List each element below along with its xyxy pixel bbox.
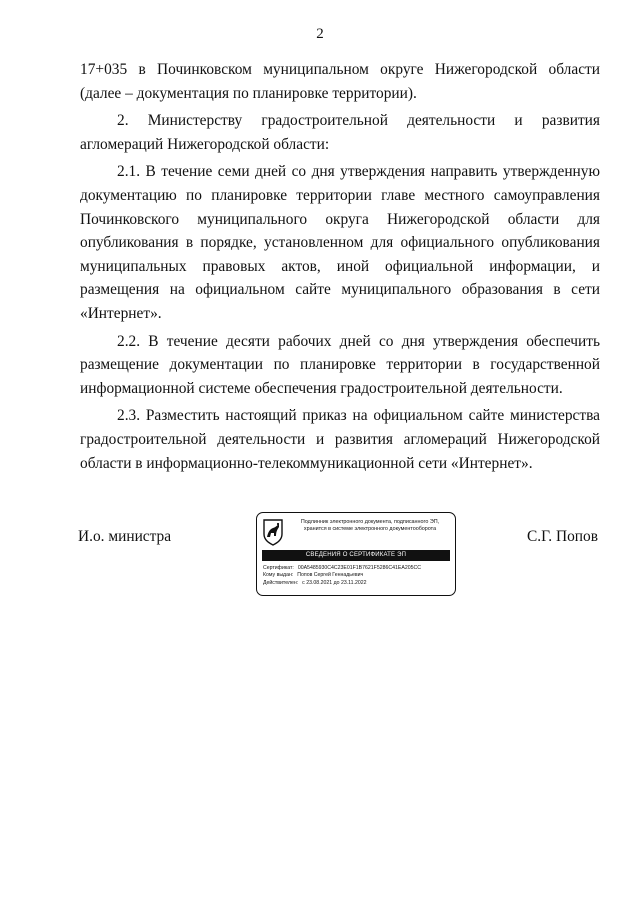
validity-value: с 23.08.2021 до 23.11.2022 [302, 579, 367, 586]
paragraph-item-2-2: 2.2. В течение десяти рабочих дней со дня утверждения обеспечить размещение документации по планировке территории в государственной информационной системе обеспечения градостроительной деятельности. [80, 332, 600, 397]
paragraph-item-2: 2. Министерству градостроительной деятельности и развития агломераций Нижегородской области: [80, 112, 600, 153]
validity-label: Действителен: [263, 579, 299, 586]
stamp-header-line-1: Подлинник электронного документа, подписанного ЭП, [300, 519, 440, 525]
stamp-issued-row [263, 572, 451, 579]
page-number: 2 [316, 26, 324, 42]
certificate-value: 00A5485930C4C23E01F1B7621F5286C41EA205CC [297, 565, 421, 571]
signatory-position: И.о. министра [78, 528, 172, 545]
document-body [80, 58, 600, 475]
coat-of-arms-icon [262, 518, 284, 546]
issued-label: Кому выдан: [263, 572, 294, 579]
certificate-label: Сертификат: [263, 565, 294, 571]
stamp-details [263, 565, 451, 587]
paragraph-item-2-1: 2.1. В течение семи дней со дня утверждения направить утвержденную документацию по планировке территории главе местного самоуправления Починковского муниципального округа Нижегородской области для опубликования в порядке, установленном для официального опубликования муниципальных правовых актов, иной официальной информации, и размещения на официальном сайте муниципального образования в сети «Интернет». [80, 163, 600, 322]
stamp-header [287, 519, 453, 532]
electronic-signature-stamp [256, 512, 456, 596]
stamp-header-line-2: хранится в системе электронного документооборота [303, 525, 437, 532]
stamp-title-bar: СВЕДЕНИЯ О СЕРТИФИКАТЕ ЭП [262, 550, 450, 561]
signatory-name: С.Г. Попов [527, 528, 598, 545]
stamp-validity-row [263, 580, 451, 587]
paragraph-item-2-3: 2.3. Разместить настоящий приказ на официальном сайте министерства градостроительной деятельности и развития агломераций Нижегородской области в информационно-телекоммуникационной сети «Интернет». [80, 407, 600, 472]
paragraph-continuation: 17+035 в Починковском муниципальном округе Нижегородской области (далее – документация по планировке территории). [80, 61, 600, 102]
issued-value: Попов Сергей Геннадьевич [297, 572, 364, 579]
